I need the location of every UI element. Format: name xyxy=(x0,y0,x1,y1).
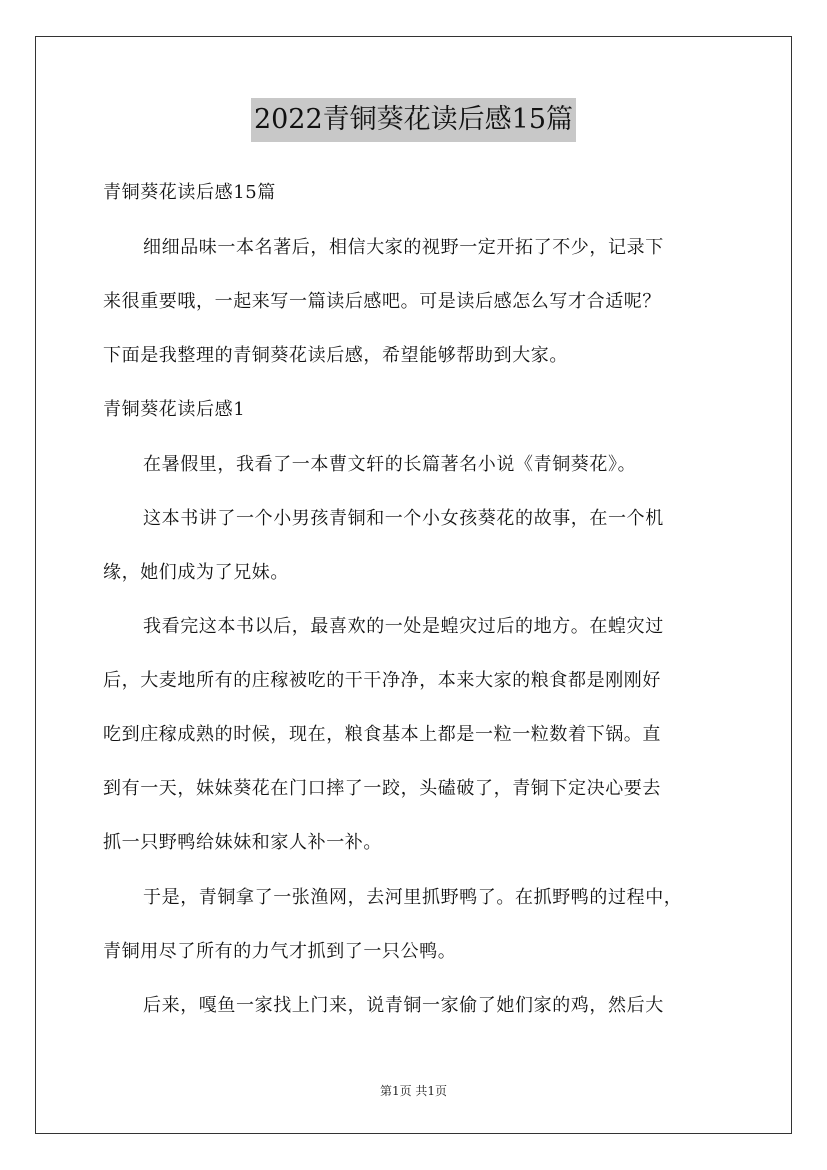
paragraph-line: 于是，青铜拿了一张渔网，去河里抓野鸭了。在抓野鸭的过程中， xyxy=(143,887,683,908)
paragraph-line: 在暑假里，我看了一本曹文轩的长篇著名小说《青铜葵花》。 xyxy=(143,454,637,475)
paragraph-line: 这本书讲了一个小男孩青铜和一个小女孩葵花的故事，在一个机 xyxy=(143,508,664,529)
section-heading: 青铜葵花读后感1 xyxy=(103,399,246,420)
paragraph-line: 缘，她们成为了兄妹。 xyxy=(103,562,289,583)
paragraph-line: 青铜用尽了所有的力气才抓到了一只公鸭。 xyxy=(103,941,457,962)
paragraph-line: 来很重要哦，一起来写一篇读后感吧。可是读后感怎么写才合适呢？ xyxy=(103,291,661,312)
subtitle-line: 青铜葵花读后感15篇 xyxy=(103,182,276,203)
paragraph-line: 下面是我整理的青铜葵花读后感，希望能够帮助到大家。 xyxy=(103,345,568,366)
paragraph-line: 我看完这本书以后，最喜欢的一处是蝗灾过后的地方。在蝗灾过 xyxy=(143,616,664,637)
paragraph-line: 吃到庄稼成熟的时候，现在，粮食基本上都是一粒一粒数着下锅。直 xyxy=(103,724,661,745)
paragraph-line: 到有一天，妹妹葵花在门口摔了一跤，头磕破了，青铜下定决心要去 xyxy=(103,778,661,799)
paragraph-line: 抓一只野鸭给妹妹和家人补一补。 xyxy=(103,832,382,853)
document-title: 2022青铜葵花读后感15篇 xyxy=(251,98,576,142)
title-container xyxy=(0,98,827,142)
paragraph-line: 后，大麦地所有的庄稼被吃的干干净净，本来大家的粮食都是刚刚好 xyxy=(103,670,661,691)
page-footer: 第1页 共1页 xyxy=(379,1084,448,1098)
paragraph-line: 细细品味一本名著后，相信大家的视野一定开拓了不少，记录下 xyxy=(143,237,664,258)
paragraph-line: 后来，嘎鱼一家找上门来，说青铜一家偷了她们家的鸡，然后大 xyxy=(143,995,664,1016)
